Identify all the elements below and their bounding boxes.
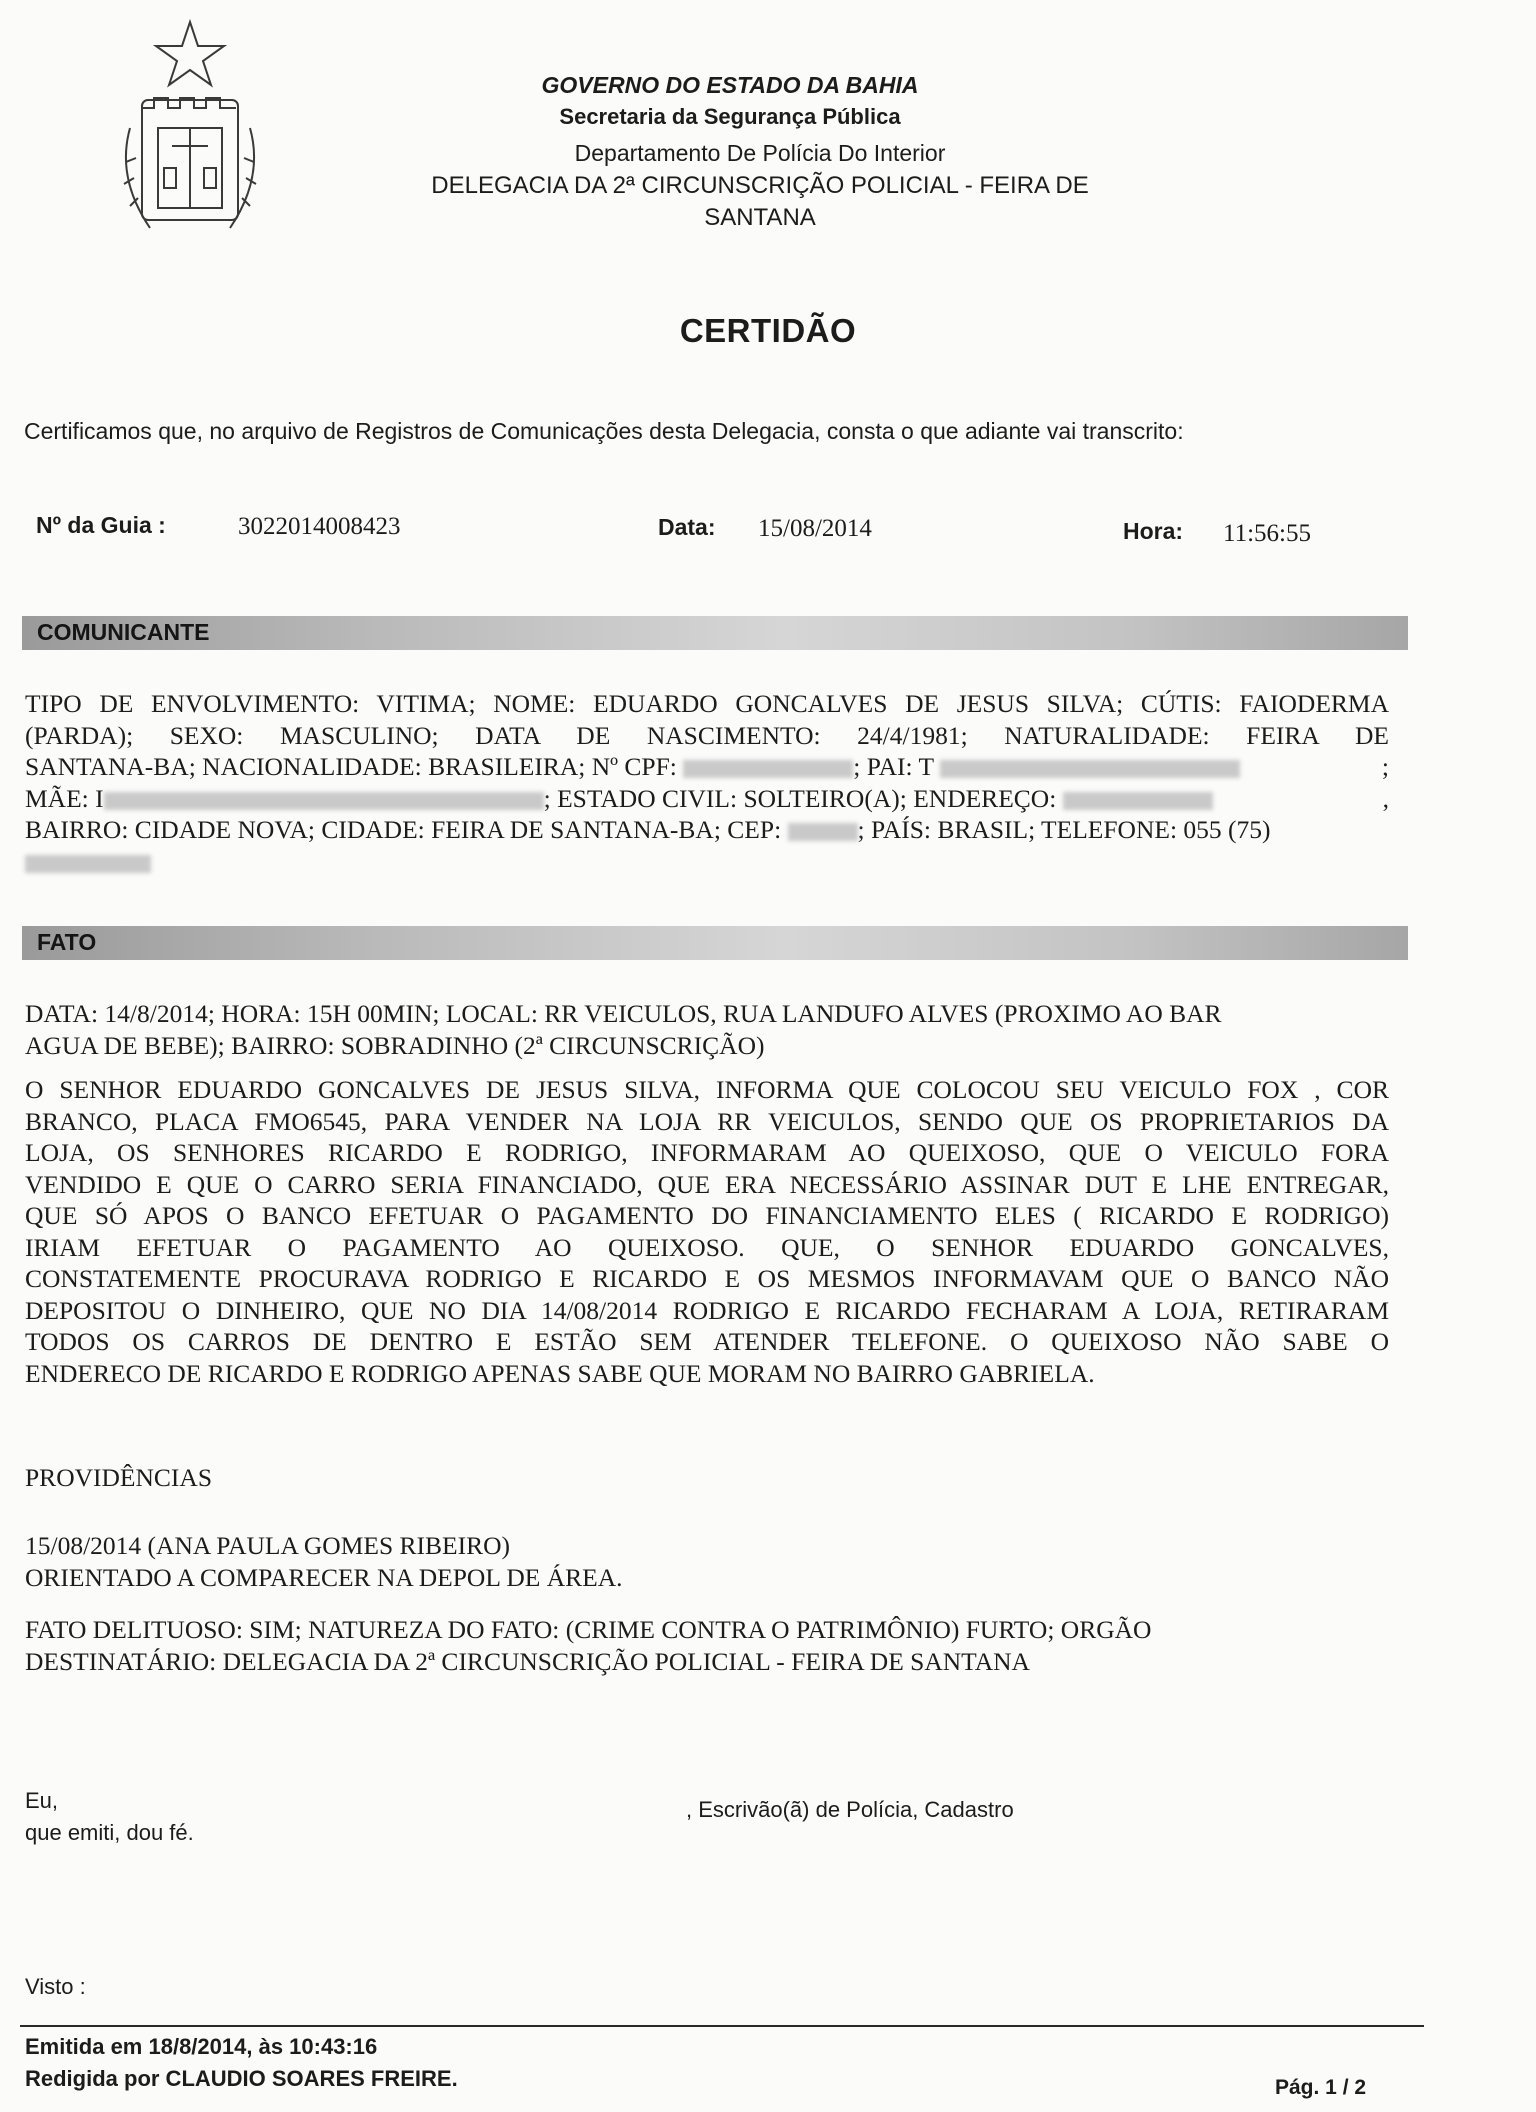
intro-text: Certificamos que, no arquivo de Registros de Comunicações desta Delegacia, consta o que adiante vai transcrito: [24,418,1184,444]
comunicante-line: (PARDA); SEXO: MASCULINO; DATA DE NASCIMENTO: 24/4/1981; NATURALIDADE: FEIRA DE [25,720,1389,750]
footer-divider [20,2025,1424,2027]
footer-page-number: Pág. 1 / 2 [1275,2076,1367,2099]
signature-escrivao: , Escrivão(ã) de Polícia, Cadastro [686,1797,1014,1822]
comunicante-line [25,846,1389,878]
comunicante-segment: ; PAÍS: BRASIL; TELEFONE: 055 (75) [857,815,1271,844]
providencias-heading: PROVIDÊNCIAS [25,1463,213,1492]
redacted-father [940,760,1240,778]
fato-line: DEPOSITOU O DINHEIRO, QUE NO DIA 14/08/2014 RODRIGO E RICARDO FECHARAM A LOJA, RETIRARAM [25,1295,1389,1325]
fato-line: QUE SÓ APOS O BANCO EFETUAR O PAGAMENTO DO FINANCIAMENTO ELES ( RICARDO E RODRIGO) [25,1201,1389,1230]
fato-paragraph-1 [25,998,1389,1061]
comunicante-segment: SANTANA-BA; NACIONALIDADE: BRASILEIRA; Nº CPF: [25,752,677,781]
redacted-phone [25,855,151,873]
fato-line: BRANCO, PLACA FMO6545, PARA VENDER NA LOJA RR VEICULOS, SENDO QUE OS PROPRIETARIOS DA [25,1106,1389,1136]
header-secretariat: Secretaria da Segurança Pública [559,104,901,129]
document-title: CERTIDÃO [679,312,857,349]
comunicante-text [25,688,1389,877]
section-bar-fato [22,926,1408,960]
header-delegacia-line2: SANTANA [704,204,816,231]
comunicante-line: SANTANA-BA; NACIONALIDADE: BRASILEIRA; Nº CPF: ; PAI: T ; [25,752,1389,781]
redacted-cpf [683,760,853,778]
guia-value: 3022014008423 [238,513,401,540]
header-delegacia [380,170,1140,234]
comunicante-line: MÃE: I ; ESTADO CIVIL: SOLTEIRO(A); ENDEREÇO: , [25,783,1389,813]
signature-emiti: que emiti, dou fé. [25,1820,194,1845]
comunicante-segment: ; PAI: T [853,752,935,781]
fato-line: TODOS OS CARROS DE DENTRO E ESTÃO SEM ATENDER TELEFONE. O QUEIXOSO NÃO SABE O [25,1327,1389,1356]
header-government: GOVERNO DO ESTADO DA BAHIA [541,72,919,98]
providencias-entry [25,1530,1389,1593]
fato-line: ENDERECO DE RICARDO E RODRIGO APENAS SABE QUE MORAM NO BAIRRO GABRIELA. [25,1358,1095,1388]
redacted-mother [104,792,544,810]
footer-emitida: Emitida em 18/8/2014, às 10:43:16 [25,2034,378,2059]
fato-line: AGUA DE BEBE); BAIRRO: SOBRADINHO (2ª CIRCUNSCRIÇÃO) [25,1030,765,1060]
section-heading-comunicante: COMUNICANTE [37,619,210,645]
section-bar-comunicante [22,616,1408,650]
fato-line: LOJA, OS SENHORES RICARDO E RODRIGO, INFORMARAM AO QUEIXOSO, QUE O VEICULO FORA [25,1138,1389,1167]
redacted-address [1063,792,1213,810]
providencias-line: DESTINATÁRIO: DELEGACIA DA 2ª CIRCUNSCRIÇÃO POLICIAL - FEIRA DE SANTANA [25,1646,1030,1676]
fato-paragraph-2 [25,1074,1389,1389]
footer-redigida: Redigida por CLAUDIO SOARES FREIRE. [25,2066,458,2091]
hora-label: Hora: [1123,518,1184,544]
fato-line: VENDIDO E QUE O CARRO SERIA FINANCIADO, QUE ERA NECESSÁRIO ASSINAR DUT E LHE ENTREGAR, [25,1169,1389,1199]
header-department: Departamento De Polícia Do Interior [574,140,946,166]
fato-line: O SENHOR EDUARDO GONCALVES DE JESUS SILVA, INFORMA QUE COLOCOU SEU VEICULO FOX , COR [25,1075,1389,1104]
visto-label: Visto : [25,1974,86,1999]
signature-eu: Eu, [25,1788,59,1813]
guia-label: Nº da Guia : [36,512,166,538]
comunicante-segment: MÃE: I [25,783,104,813]
providencias-line: ORIENTADO A COMPARECER NA DEPOL DE ÁREA. [25,1562,623,1592]
section-heading-fato: FATO [37,929,97,955]
comunicante-segment: BAIRRO: CIDADE NOVA; CIDADE: FEIRA DE SANTANA-BA; CEP: [25,815,782,844]
fato-line: DATA: 14/8/2014; HORA: 15H 00MIN; LOCAL: RR VEICULOS, RUA LANDUFO ALVES (PROXIMO AO BAR [25,999,1222,1028]
hora-value: 11:56:55 [1223,520,1311,547]
comunicante-segment: ; ESTADO CIVIL: SOLTEIRO(A); ENDEREÇO: [543,783,1057,813]
providencias-line: FATO DELITUOSO: SIM; NATUREZA DO FATO: (CRIME CONTRA O PATRIMÔNIO) FURTO; ORGÃO [25,1615,1152,1644]
comunicante-line: TIPO DE ENVOLVIMENTO: VITIMA; NOME: EDUARDO GONCALVES DE JESUS SILVA; CÚTIS: FAIODERMA [25,689,1389,718]
bahia-coat-of-arms-seal [100,18,280,248]
redacted-cep [788,823,858,841]
data-label: Data: [658,514,716,540]
fato-line: IRIAM EFETUAR O PAGAMENTO AO QUEIXOSO. QUE, O SENHOR EDUARDO GONCALVES, [25,1232,1389,1262]
data-value: 15/08/2014 [758,515,872,542]
providencias-details [25,1614,1389,1677]
header-delegacia-line1: DELEGACIA DA 2ª CIRCUNSCRIÇÃO POLICIAL - FEIRA DE [431,172,1089,199]
fato-line: CONSTATEMENTE PROCURAVA RODRIGO E RICARDO E OS MESMOS INFORMAVAM QUE O BANCO NÃO [25,1264,1389,1293]
providencias-line: 15/08/2014 (ANA PAULA GOMES RIBEIRO) [25,1531,511,1560]
comunicante-line [25,814,1389,846]
